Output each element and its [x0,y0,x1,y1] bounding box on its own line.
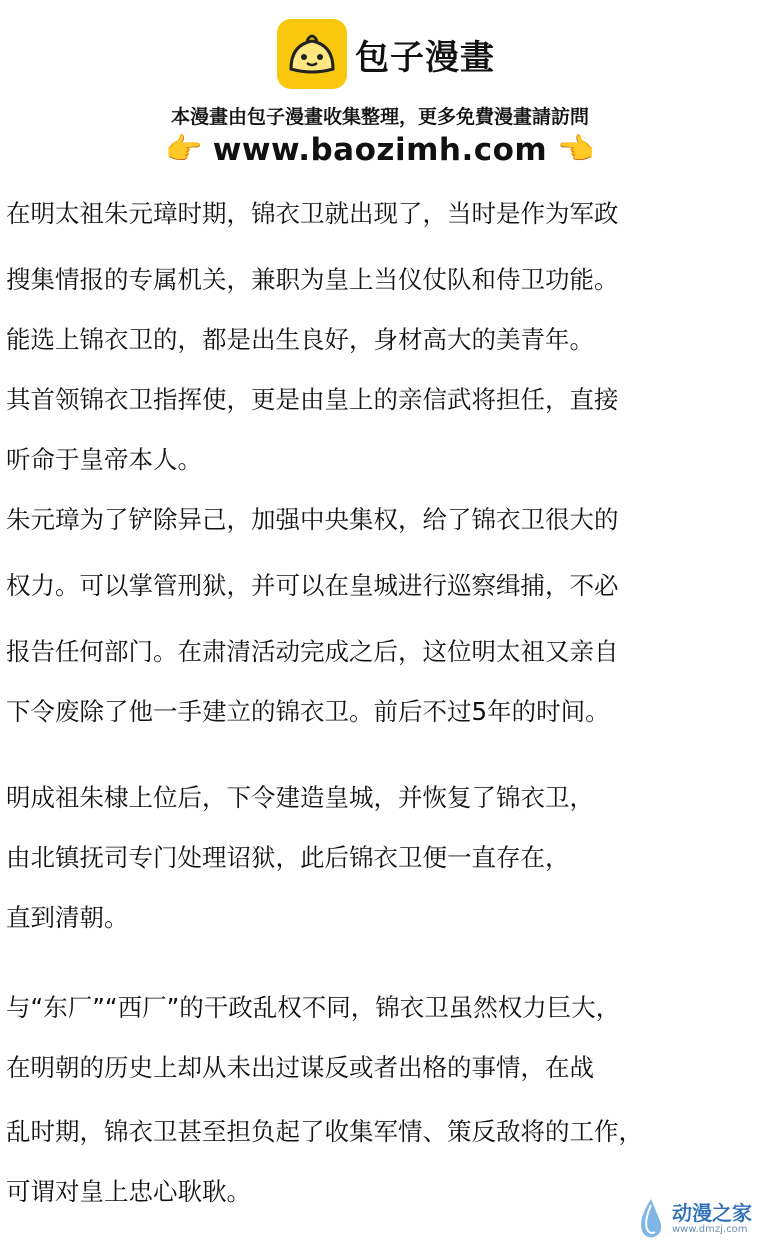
article-line: 搜集情报的专属机关，兼职为皇上当仪仗队和侍卫功能。 [6,265,619,294]
article-line: 直到清朝。 [6,903,129,932]
site-url-link[interactable]: www.baozimh.com [212,132,548,168]
article-line: 权力。可以掌管刑狱，并可以在皇城进行巡察缉捕，不必 [6,571,619,600]
article-line: 乱时期，锦衣卫甚至担负起了收集军情、策反敌将的工作， [6,1117,643,1146]
watermark-url: www.dmzj.com [672,1224,748,1235]
article-line: 与“东厂”“西厂”的干政乱权不同，锦衣卫虽然权力巨大， [6,993,621,1022]
article-line: 下令废除了他一手建立的锦衣卫。前后不过5年的时间。 [6,697,610,726]
url-line [0,130,760,170]
article-line: 在明朝的历史上却从未出过谋反或者出格的事情，在战 [6,1053,594,1082]
article-line: 报告任何部门。在肃清活动完成之后，这位明太祖又亲自 [6,637,619,666]
article-line: 可谓对皇上忠心耿耿。 [6,1177,251,1206]
header [0,0,760,180]
article-line: 能选上锦衣卫的，都是出生良好，身材高大的美青年。 [6,325,594,354]
steamed-bun-icon [277,19,347,89]
article-line: 听命于皇帝本人。 [6,445,202,474]
pointing-right-icon: 👉 [165,132,203,167]
article-line: 由北镇抚司专门处理诏狱，此后锦衣卫便一直存在， [6,843,570,872]
brand-name: 包子漫畫 [355,37,495,78]
brand[interactable] [277,18,495,90]
article-line: 明成祖朱棣上位后，下令建造皇城，并恢复了锦衣卫， [6,783,594,812]
article-line: 在明太祖朱元璋时期，锦衣卫就出现了，当时是作为军政 [6,199,619,228]
site-notice: 本漫畫由包子漫畫收集整理，更多免費漫畫請訪問 [170,106,589,128]
water-drop-logo-icon [634,1197,668,1241]
watermark [634,1197,752,1241]
article-line: 朱元璋为了铲除异己，加强中央集权，给了锦衣卫很大的 [6,505,619,534]
watermark-name: 动漫之家 [672,1201,752,1225]
article-line: 其首领锦衣卫指挥使，更是由皇上的亲信武将担任，直接 [6,385,619,414]
pointing-left-icon: 👈 [557,132,595,167]
